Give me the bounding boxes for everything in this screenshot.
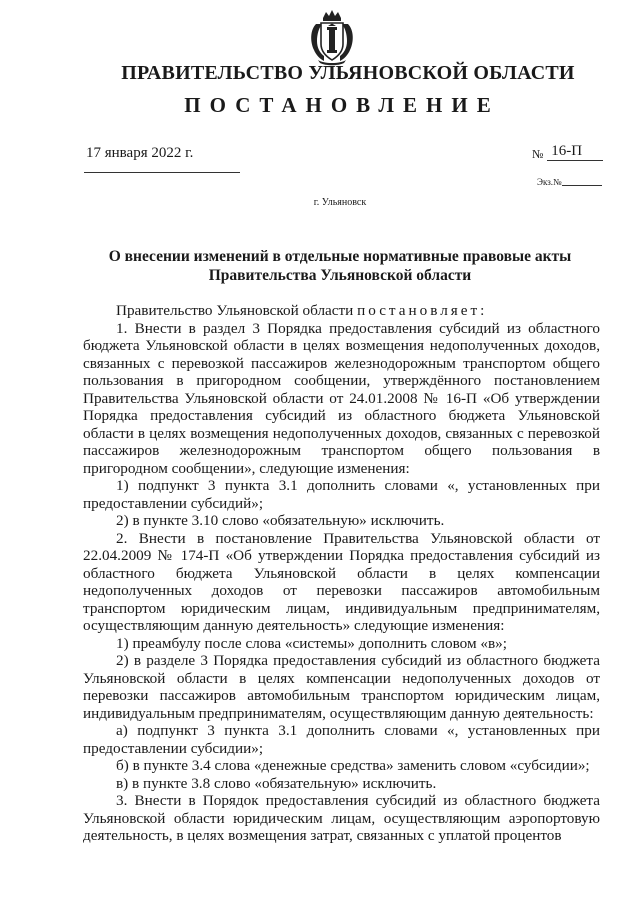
coat-of-arms-icon [306,8,358,66]
paragraph: в) в пункте 3.8 слово «обязательную» исключить. [116,774,437,792]
heading-line-2: Правительства Ульяновской области [208,267,472,284]
intro-lead: Правительство Ульяновской области [116,302,354,319]
paragraph: б) в пункте 3.4 слова «денежные средства» заменить словом «субсидии»; [116,757,590,774]
city: г. Ульяновск [313,197,367,208]
document-type: ПОСТАНОВЛЕНИЕ [184,93,500,117]
paragraph: 2. Внести в постановление Правительства Ульяновской области от 22.04.2009 № 174-П «Об утверждении Порядка предоставления субсидий из областного бюджета Ульяновской области в целях компенсации недополученных доходов от перевозки пассажиров автомобильным транспортом юридическим лицам, индивидуальным предпринимателям, осуществляющим данную деятельность» следующие изменения: [83,529,600,634]
document-heading [80,247,600,285]
paragraph: 3. Внести в Порядок предоставления субсидий из областного бюджета Ульяновской области юридическим лицам, осуществляющим аэропортовую деятельность, в целях возмещения затрат, связанных с уплатой процентов [83,792,600,844]
number-sign: № [532,147,544,161]
intro-paragraph [83,302,600,320]
heading-line-1: О внесении изменений в отдельные нормативные правовые акты [108,248,572,265]
document-number [532,143,603,162]
paragraph: 1. Внести в раздел 3 Порядка предоставления субсидий из областного бюджета Ульяновской области в целях возмещения недополученных доходов, связанных с перевозкой пассажиров железнодорожным транспортом общего пользования в пригородном сообщении, утверждённого постановлением Правительства Ульяновской области от 24.01.2008 № 16-П «Об утверждении Порядка предоставления субсидий из областного бюджета Ульяновской области в целях возмещения недополученных доходов, связанных с перевозкой пассажиров железнодорожным транспортом общего пользования в пригородном сообщении», следующие изменения: [83,319,600,477]
document-date: 17 января 2022 г. [86,145,194,161]
paragraph: 1) преамбулу после слова «системы» дополнить словом «в»; [116,634,507,652]
number-value: 16-П [547,143,603,161]
paragraph: а) подпункт 3 пункта 3.1 дополнить словами «, установленных при предоставлении субсидии»; [83,722,600,757]
paragraph: 1) подпункт 3 пункта 3.1 дополнить словами «, установленных при предоставлении субсидий»; [83,477,600,512]
copy-number-line [562,185,602,186]
document-body [83,302,600,845]
intro-decree-word: постановляет: [357,302,488,319]
paragraph: 2) в пункте 3.10 слово «обязательную» исключить. [116,512,445,529]
date-underline [84,172,240,173]
copy-number-label: Экз.№ [537,177,562,187]
government-title: ПРАВИТЕЛЬСТВО УЛЬЯНОВСКОЙ ОБЛАСТИ [121,62,575,84]
copy-number [537,177,602,187]
paragraph: 2) в разделе 3 Порядка предоставления субсидий из областного бюджета Ульяновской области в целях компенсации недополученных доходов от перевозки пассажиров автомобильным транспортом юридическим лицам, индивидуальным предпринимателям, осуществляющим данную деятельность: [83,652,600,722]
